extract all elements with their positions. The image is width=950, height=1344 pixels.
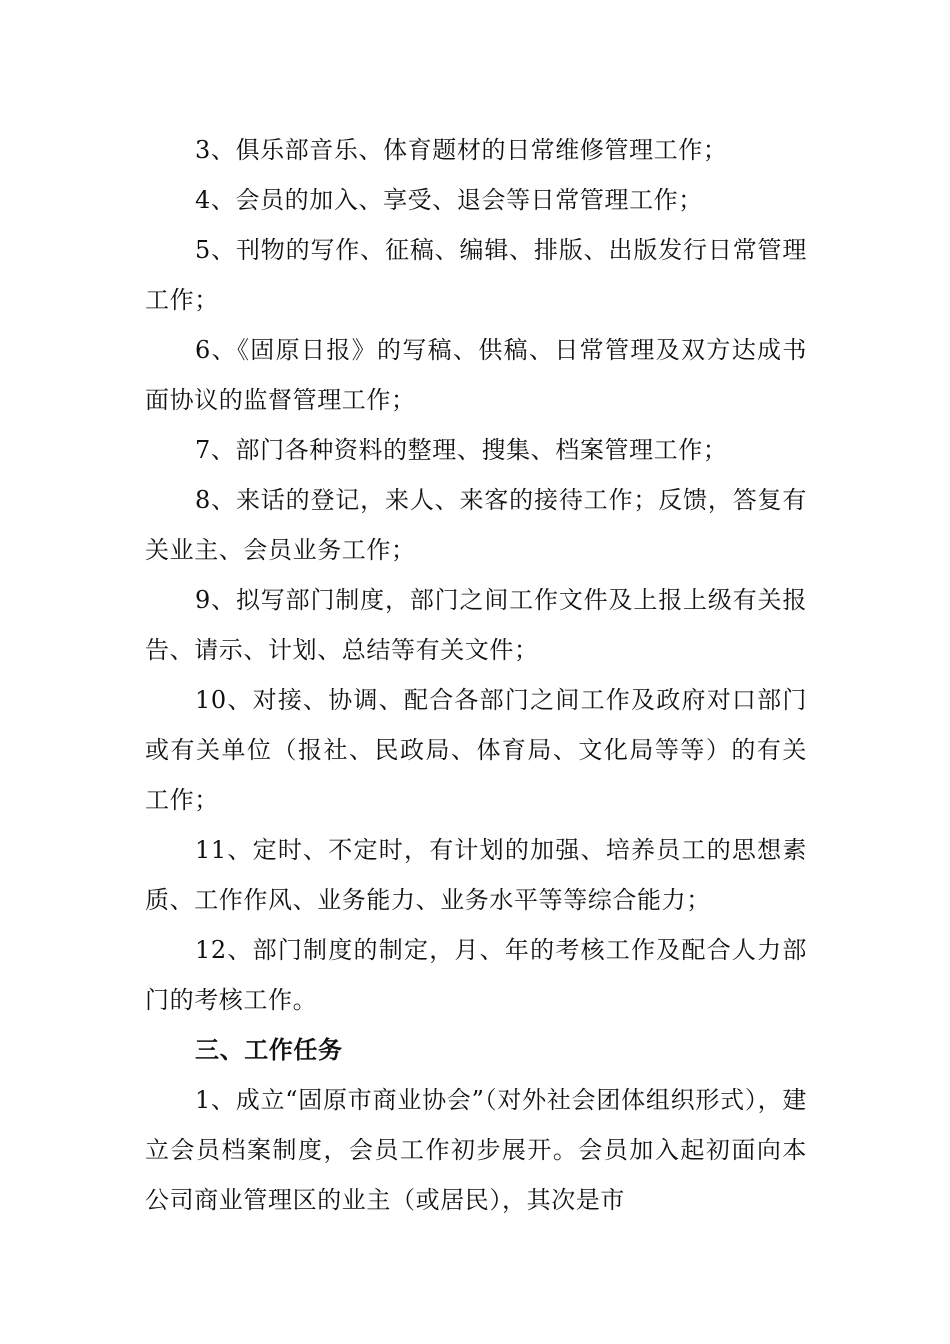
section-paragraph: 1、成立“固原市商业协会”（对外社会团体组织形式），建立会员档案制度，会员工作初步展开。会员加入起初面向本公司商业管理区的业主（或居民），其次是市 — [145, 1086, 807, 1214]
section-heading: 三、工作任务 — [195, 1035, 343, 1064]
list-item: 11、定时、不定时，有计划的加强、培养员工的思想素质、工作作风、业务能力、业务水平等等综合能力； — [145, 836, 807, 914]
list-item: 4、会员的加入、享受、退会等日常管理工作； — [195, 186, 703, 214]
document-body — [145, 125, 807, 1225]
list-item: 5、刊物的写作、征稿、编辑、排版、出版发行日常管理工作； — [145, 236, 807, 314]
list-item: 7、部门各种资料的整理、搜集、档案管理工作； — [195, 436, 728, 464]
list-item: 8、来话的登记，来人、来客的接待工作；反馈，答复有关业主、会员业务工作； — [145, 486, 807, 564]
list-item: 3、俱乐部音乐、体育题材的日常维修管理工作； — [195, 136, 728, 164]
list-item: 9、拟写部门制度，部门之间工作文件及上报上级有关报告、请示、计划、总结等有关文件； — [145, 586, 807, 664]
list-item: 6、《固原日报》的写稿、供稿、日常管理及双方达成书面协议的监督管理工作； — [145, 336, 807, 414]
list-item: 12、部门制度的制定，月、年的考核工作及配合人力部门的考核工作。 — [145, 936, 807, 1014]
list-item: 10、对接、协调、配合各部门之间工作及政府对口部门或有关单位（报社、民政局、体育局、文化局等等）的有关工作； — [145, 686, 807, 814]
